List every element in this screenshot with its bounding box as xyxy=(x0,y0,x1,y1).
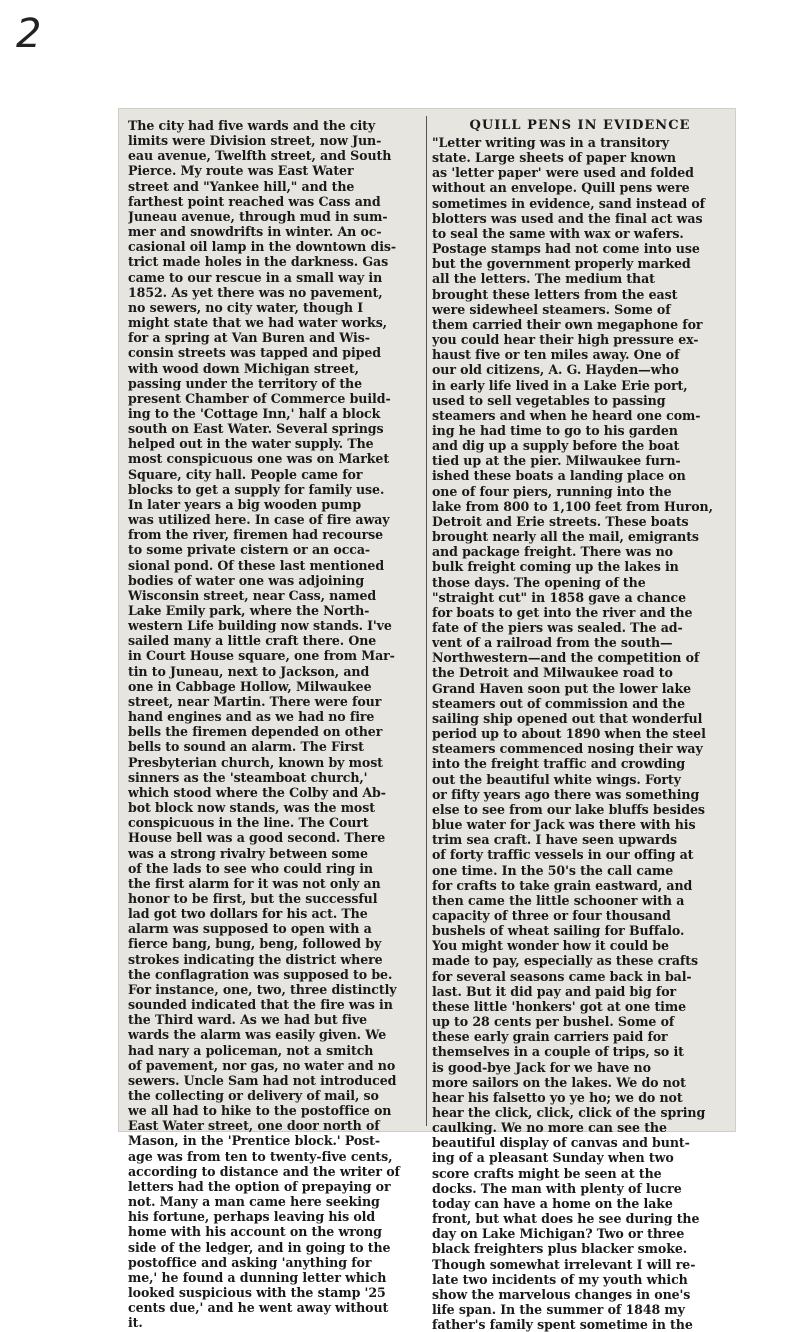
text-line: for crafts to take grain eastward, and xyxy=(432,877,693,893)
text-line: bodies of water one was adjoining xyxy=(128,572,365,588)
right-column xyxy=(432,118,728,1332)
text-line: most conspicuous one was on Market xyxy=(128,451,390,467)
text-line: south on East Water. Several springs xyxy=(128,421,384,437)
text-line: hand engines and as we had no fire xyxy=(128,709,375,725)
text-line: had nary a policeman, not a smitch xyxy=(128,1042,374,1058)
text-line: street, near Martin. There were four xyxy=(128,693,382,709)
text-line: Northwestern—and the competition of xyxy=(432,650,700,666)
text-line: Mason, in the 'Prentice block.' Post- xyxy=(128,1133,380,1149)
text-line: East Water street, one door north of xyxy=(128,1118,380,1134)
text-line: looked suspicious with the stamp '25 xyxy=(128,1285,386,1301)
text-line: the collecting or delivery of mail, so xyxy=(128,1088,379,1103)
text-line: for boats to get into the river and the xyxy=(432,604,693,620)
text-line: The city had five wards and the city xyxy=(128,118,376,133)
text-line: "Letter writing was in a transitory xyxy=(432,135,669,150)
text-line: one of four piers, running into the xyxy=(432,483,672,499)
text-line: not. Many a man came here seeking xyxy=(128,1194,380,1210)
text-line: sounded indicated that the fire was in xyxy=(128,997,393,1013)
text-line: trim sea craft. I have seen upwards xyxy=(432,832,678,848)
text-line: Juneau avenue, through mud in sum- xyxy=(128,208,388,224)
text-line: wards the alarm was easily given. We xyxy=(128,1027,387,1043)
text-line: score crafts might be seen at the xyxy=(432,1165,662,1181)
text-line: Wisconsin street, near Cass, named xyxy=(128,587,377,603)
text-line: fate of the piers was sealed. The ad- xyxy=(432,620,683,635)
newspaper-clipping xyxy=(118,108,736,1332)
text-line: You might wonder how it could be xyxy=(432,938,669,954)
text-line: one in Cabbage Hollow, Milwaukee xyxy=(128,678,372,694)
text-line: late two incidents of my youth which xyxy=(432,1271,688,1287)
text-line: bells the firemen depended on other xyxy=(128,724,383,740)
text-line: our old citizens, A. G. Hayden—who xyxy=(432,362,679,378)
text-line: no sewers, no city water, though I xyxy=(128,299,363,315)
text-line: father's family spent sometime in the xyxy=(432,1317,693,1332)
text-line: beautiful display of canvas and bunt- xyxy=(432,1135,690,1151)
text-line: ing to the 'Cottage Inn,' half a block xyxy=(128,405,381,421)
text-line: from the river, firemen had recourse xyxy=(128,527,384,543)
text-line: bot block now stands, was the most xyxy=(128,800,375,816)
text-line: made to pay, especially as these crafts xyxy=(432,953,698,969)
text-line: themselves in a couple of trips, so it xyxy=(432,1044,684,1060)
right-column-body xyxy=(432,135,728,1332)
text-line: in early life lived in a Lake Erie port, xyxy=(432,377,688,393)
text-line: docks. The man with plenty of lucre xyxy=(432,1180,682,1196)
text-line: ished these boats a landing place on xyxy=(432,468,686,484)
text-line: of the lads to see who could ring in xyxy=(128,860,373,876)
text-line: of forty traffic vessels in our offing at xyxy=(432,847,694,863)
text-line: according to distance and the writer of xyxy=(128,1163,400,1179)
text-line: Though somewhat irrelevant I will re- xyxy=(432,1256,696,1272)
text-line: eau avenue, Twelfth street, and South xyxy=(128,148,392,164)
text-line: fierce bang, bung, beng, followed by xyxy=(128,936,382,952)
text-line: western Life building now stands. I've xyxy=(128,618,392,634)
text-line: was utilized here. In case of fire away xyxy=(128,512,390,528)
text-line: postoffice and asking 'anything for xyxy=(128,1254,372,1270)
text-line: me,' he found a dunning letter which xyxy=(128,1269,387,1285)
text-line: "straight cut" in 1858 gave a chance xyxy=(432,589,687,605)
text-line: Postage stamps had not come into use xyxy=(432,241,700,257)
text-line: Presbyterian church, known by most xyxy=(128,754,383,770)
text-line: House bell was a good second. There xyxy=(128,830,386,846)
text-line: Detroit and Erie streets. These boats xyxy=(432,513,689,529)
text-line: the Third ward. As we had but five xyxy=(128,1012,368,1028)
text-line: Grand Haven soon put the lower lake xyxy=(432,680,692,696)
text-line: the conflagration was supposed to be. xyxy=(128,966,393,982)
text-line: sional pond. Of these last mentioned xyxy=(128,557,385,573)
text-line: his fortune, perhaps leaving his old xyxy=(128,1209,376,1225)
text-line: it. xyxy=(128,1315,143,1331)
text-line: For instance, one, two, three distinctly xyxy=(128,981,397,997)
text-line: Pierce. My route was East Water xyxy=(128,163,354,179)
text-line: age was from ten to twenty-five cents, xyxy=(128,1148,393,1164)
text-line: bells to sound an alarm. The First xyxy=(128,739,364,755)
text-line: limits were Division street, now Jun- xyxy=(128,133,382,149)
text-line: steamers out of commission and the xyxy=(432,695,685,711)
page-number: 2 xyxy=(16,11,42,57)
text-line: blue water for Jack was there with his xyxy=(432,817,696,833)
text-line: out the beautiful white wings. Forty xyxy=(432,771,681,787)
column-divider xyxy=(426,116,427,1126)
text-line: casional oil lamp in the downtown dis- xyxy=(128,239,397,255)
text-line: of pavement, nor gas, no water and no xyxy=(128,1057,396,1073)
text-line: is good-bye Jack for we have no xyxy=(432,1059,651,1075)
text-line: to some private cistern or an occa- xyxy=(128,542,371,558)
left-column xyxy=(128,118,424,1331)
text-line: else to see from our lake bluffs besides xyxy=(432,801,705,817)
text-line: all the letters. The medium that xyxy=(432,271,655,287)
text-line: more sailors on the lakes. We do not xyxy=(432,1074,686,1090)
text-line: show the marvelous changes in one's xyxy=(432,1286,691,1302)
text-line: those days. The opening of the xyxy=(432,574,646,590)
text-line: ing of a pleasant Sunday when two xyxy=(432,1150,674,1166)
text-line: or fifty years ago there was something xyxy=(432,786,700,802)
text-line: was a strong rivalry between some xyxy=(128,845,368,861)
text-line: but the government properly marked xyxy=(432,256,691,272)
text-line: ing he had time to go to his garden xyxy=(432,422,678,438)
text-line: sailing ship opened out that wonderful xyxy=(432,710,703,726)
text-line: period up to about 1890 when the steel xyxy=(432,726,706,742)
text-line: front, but what does he see during the xyxy=(432,1211,700,1227)
text-line: In later years a big wooden pump xyxy=(128,496,362,512)
text-line: home with his account on the wrong xyxy=(128,1224,382,1240)
text-line: passing under the territory of the xyxy=(128,375,363,391)
text-line: today can have a home on the lake xyxy=(432,1195,673,1211)
text-line: vent of a railroad from the south— xyxy=(432,635,673,651)
text-line: state. Large sheets of paper known xyxy=(432,150,676,166)
text-line: might state that we had water works, xyxy=(128,315,387,331)
text-line: we all had to hike to the postoffice on xyxy=(128,1103,392,1119)
text-line: for a spring at Van Buren and Wis- xyxy=(128,330,370,346)
text-line: conspicuous in the line. The Court xyxy=(128,815,369,831)
text-line: these little 'honkers' got at one time xyxy=(432,998,686,1014)
text-line: blotters was used and the final act was xyxy=(432,210,703,226)
text-line: tin to Juneau, next to Jackson, and xyxy=(128,663,370,679)
text-line: for several seasons came back in bal- xyxy=(432,968,692,984)
text-line: life span. In the summer of 1848 my xyxy=(432,1302,685,1318)
text-line: without an envelope. Quill pens were xyxy=(432,180,690,196)
text-line: letters had the option of prepaying or xyxy=(128,1178,391,1194)
text-line: cents due,' and he went away without xyxy=(128,1300,389,1316)
text-line: last. But it did pay and paid big for xyxy=(432,983,677,999)
text-line: bulk freight coming up the lakes in xyxy=(432,559,679,575)
text-line: into the freight traffic and crowding xyxy=(432,756,686,772)
text-line: sailed many a little craft there. One xyxy=(128,633,377,649)
text-line: black freighters plus blacker smoke. xyxy=(432,1241,688,1257)
text-line: up to 28 cents per bushel. Some of xyxy=(432,1014,675,1030)
text-line: with wood down Michigan street, xyxy=(128,360,359,376)
text-line: steamers commenced nosing their way xyxy=(432,741,703,757)
text-line: haust five or ten miles away. One of xyxy=(432,347,680,363)
text-line: alarm was supposed to open with a xyxy=(128,921,372,937)
text-line: steamers and when he heard one com- xyxy=(432,407,701,423)
text-line: 1852. As yet there was no pavement, xyxy=(128,284,383,300)
text-line: them carried their own megaphone for xyxy=(432,316,703,332)
text-line: mer and snowdrifts in winter. An oc- xyxy=(128,224,382,240)
text-line: as 'letter paper' were used and folded xyxy=(432,165,694,181)
text-line: street and "Yankee hill," and the xyxy=(128,178,355,194)
text-line: lad got two dollars for his act. The xyxy=(128,906,368,922)
text-line: Lake Emily park, where the North- xyxy=(128,603,370,618)
text-line: sewers. Uncle Sam had not introduced xyxy=(128,1072,397,1088)
text-line: sinners as the 'steamboat church,' xyxy=(128,769,368,785)
text-line: hear the click, click, click of the spring xyxy=(432,1105,706,1120)
text-line: consin streets was tapped and piped xyxy=(128,345,381,361)
text-line: brought these letters from the east xyxy=(432,286,678,302)
text-line: farthest point reached was Cass and xyxy=(128,193,381,209)
text-line: which stood where the Colby and Ab- xyxy=(128,784,386,800)
text-line: were sidewheel steamers. Some of xyxy=(432,301,671,317)
section-headline: QUILL PENS IN EVIDENCE xyxy=(469,118,691,133)
text-line: one time. In the 50's the call came xyxy=(432,862,674,878)
text-line: Square, city hall. People came for xyxy=(128,466,363,482)
text-line: sometimes in evidence, sand instead of xyxy=(432,195,705,211)
text-line: these early grain carriers paid for xyxy=(432,1029,668,1045)
text-line: day on Lake Michigan? Two or three xyxy=(432,1226,685,1242)
text-line: in Court House square, one from Mar- xyxy=(128,648,395,664)
text-line: side of the ledger, and in going to the xyxy=(128,1239,391,1255)
text-line: used to sell vegetables to passing xyxy=(432,392,666,408)
text-line: and package freight. There was no xyxy=(432,544,673,560)
text-line: caulking. We no more can see the xyxy=(432,1120,667,1136)
text-line: strokes indicating the district where xyxy=(128,951,383,967)
text-line: lake from 800 to 1,100 feet from Huron, xyxy=(432,498,713,514)
text-line: helped out in the water supply. The xyxy=(128,436,374,452)
text-line: honor to be first, but the successful xyxy=(128,890,378,906)
text-line: the first alarm for it was not only an xyxy=(128,875,381,891)
text-line: and dig up a supply before the boat xyxy=(432,438,680,454)
text-line: present Chamber of Commerce build- xyxy=(128,390,391,406)
text-line: capacity of three or four thousand xyxy=(432,907,671,923)
text-line: hear his falsetto yo ye ho; we do not xyxy=(432,1089,683,1105)
text-line: to seal the same with wax or wafers. xyxy=(432,225,684,241)
text-line: tied up at the pier. Milwaukee furn- xyxy=(432,453,681,469)
text-line: came to our rescue in a small way in xyxy=(128,269,383,285)
text-line: blocks to get a supply for family use. xyxy=(128,481,385,497)
text-line: brought nearly all the mail, emigrants xyxy=(432,529,699,545)
text-line: you could hear their high pressure ex- xyxy=(432,332,699,348)
text-line: bushels of wheat sailing for Buffalo. xyxy=(432,923,685,939)
text-line: then came the little schooner with a xyxy=(432,892,685,908)
text-line: trict made holes in the darkness. Gas xyxy=(128,254,389,270)
text-line: the Detroit and Milwaukee road to xyxy=(432,665,673,681)
